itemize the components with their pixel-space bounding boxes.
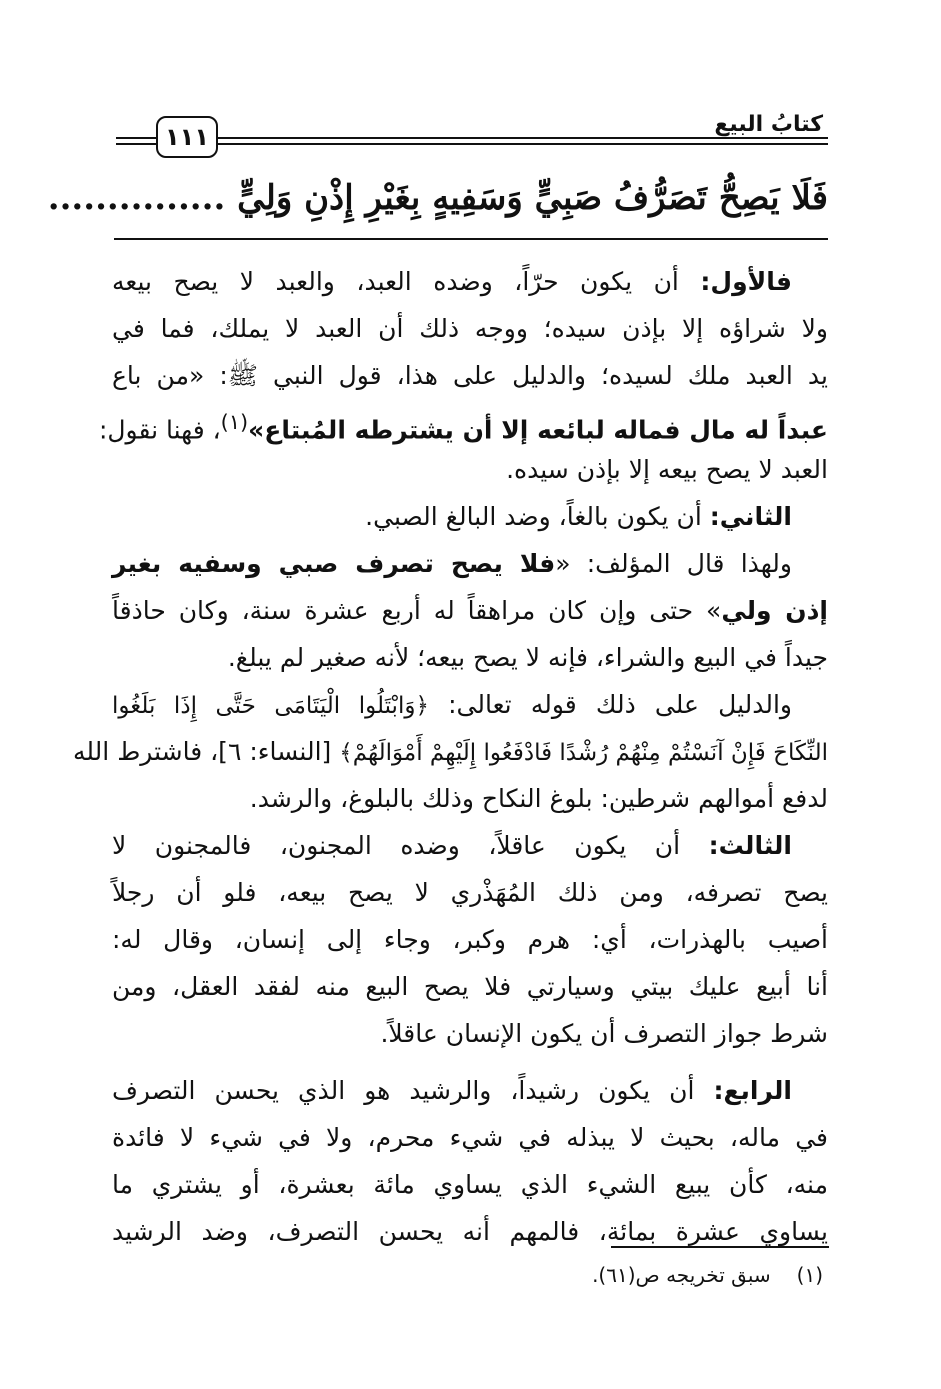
paragraph-fourth-line-3: منه، كأن يبيع الشيء الذي يساوي مائة بعشرة، أو يشتري ما <box>112 1170 828 1199</box>
text-span: والدليل على ذلك قوله تعالى: <box>428 690 792 719</box>
book-title: كتابُ البيع <box>714 112 823 137</box>
paragraph-fourth-line-1 <box>112 1067 828 1114</box>
text-span: ولهذا قال المؤلف: « <box>555 549 792 578</box>
paragraph-third-line-2: يصح تصرفه، ومن ذلك المُهَذْري لا يصح بيعه، فلو أن رجلاً <box>112 878 828 907</box>
text-span: أن يكون عاقلاً، وضده المجنون، فالمجنون لا <box>112 831 709 860</box>
page-number: ١١١ <box>156 116 218 158</box>
paragraph-gap <box>112 1057 828 1067</box>
paragraph-author-line-2 <box>112 587 828 634</box>
hadith-text: عبداً له مال فماله لبائعه إلا أن يشترطه المُبتاع» <box>248 415 828 445</box>
paragraph-first-line-1 <box>112 258 828 305</box>
paragraph-evidence-line-3: لدفع أموالهم شرطين: بلوغ النكاح وذلك بالبلوغ، والرشد. <box>249 784 828 813</box>
header-rule-left-bottom <box>116 143 156 145</box>
quran-verse: ﴿وَابْتَلُوا الْيَتَامَى حَتَّى إِذَا بَلَغُوا <box>112 693 429 719</box>
header-rule-left-top <box>116 137 156 139</box>
paragraph-author-line-1 <box>112 540 828 587</box>
text-span: » حتى وإن كان مراهقاً له أربع عشرة سنة، وكان حاذقاً <box>112 596 722 625</box>
matn-text: فَلَا يَصِحُّ تَصَرُّفُ صَبِيٍّ وَسَفِيهٍ بِغَيْرِ إِذْنِ وَلِيٍّ ............... <box>47 178 828 218</box>
text-span: يد العبد ملك لسيده؛ والدليل على هذا، قول النبي ﷺ: «من باع <box>112 361 828 390</box>
paragraph-first-line-2: ولا شراؤه إلا بإذن سيده؛ ووجه ذلك أن العبد لا يملك، فما في <box>112 314 828 343</box>
paragraph-fourth-line-2: في ماله، بحيث لا يبذله في شيء محرم، ولا في شيء لا فائدة <box>112 1123 828 1152</box>
paragraph-third-line-1 <box>112 822 828 869</box>
footnote-divider <box>611 1246 829 1248</box>
paragraph-first-line-3 <box>112 352 828 399</box>
text-span: أن يكون بالغاً، وضد البالغ الصبي. <box>365 502 710 531</box>
paragraph-third-line-4: أنا أبيع عليك بيتي وسيارتي فلا يصح البيع منه لفقد العقل، ومن <box>112 972 828 1001</box>
lead-word-fourth: الرابع: <box>713 1076 792 1105</box>
paragraph-second <box>112 493 828 540</box>
quran-verse: النِّكَاحَ فَإِنْ آنَسْتُمْ مِنْهُمْ رُشْدًا فَادْفَعُوا إِلَيْهِمْ أَمْوَالَهُمْ﴾ <box>339 740 828 766</box>
header-rule-right-bottom <box>216 143 828 145</box>
matn-divider <box>114 238 828 240</box>
paragraph-fourth-line-4: يساوي عشرة بمائة، فالمهم أنه يحسن التصرف، وضد الرشيد <box>112 1217 828 1246</box>
footnote-ref: (١) <box>220 410 249 434</box>
paragraph-author-line-3: جيداً في البيع والشراء، فإنه لا يصح بيعه؛ لأنه صغير لم يبلغ. <box>227 643 828 672</box>
paragraph-evidence-line-1 <box>112 681 828 728</box>
matn-quote: فلا يصح تصرف صبي وسفيه بغير <box>112 549 556 578</box>
text-span: أن يكون رشيداً، والرشيد هو الذي يحسن التصرف <box>112 1076 714 1105</box>
header-rule-right-top <box>216 137 828 139</box>
paragraph-first-line-4 <box>98 399 828 446</box>
paragraph-first-line-5: العبد لا يصح بيعه إلا بإذن سيده. <box>506 455 828 484</box>
paragraph-third-line-3: أصيب بالهذرات، أي: هرم وكبر، وجاء إلى إنسان، وقال له: <box>112 925 828 954</box>
text-span: ، فهنا نقول: <box>98 415 221 445</box>
footnote <box>592 1260 823 1290</box>
matn-quote: إذن ولي <box>721 596 828 625</box>
text-span: أن يكون حرّاً، وضده العبد، والعبد لا يصح بيعه <box>112 267 701 296</box>
paragraph-third-line-5: شرط جواز التصرف أن يكون الإنسان عاقلاً. <box>380 1019 828 1048</box>
lead-word-first: فالأول: <box>700 267 792 296</box>
footnote-text: سبق تخريجه ص(٦١). <box>592 1263 771 1287</box>
lead-word-third: الثالث: <box>708 831 792 860</box>
paragraph-evidence-line-2 <box>73 728 828 775</box>
commentary-body <box>73 258 828 1255</box>
lead-word-second: الثاني: <box>709 502 792 531</box>
text-span: [النساء: ٦]، فاشترط الله <box>73 737 340 766</box>
footnote-number: (١) <box>796 1263 823 1287</box>
